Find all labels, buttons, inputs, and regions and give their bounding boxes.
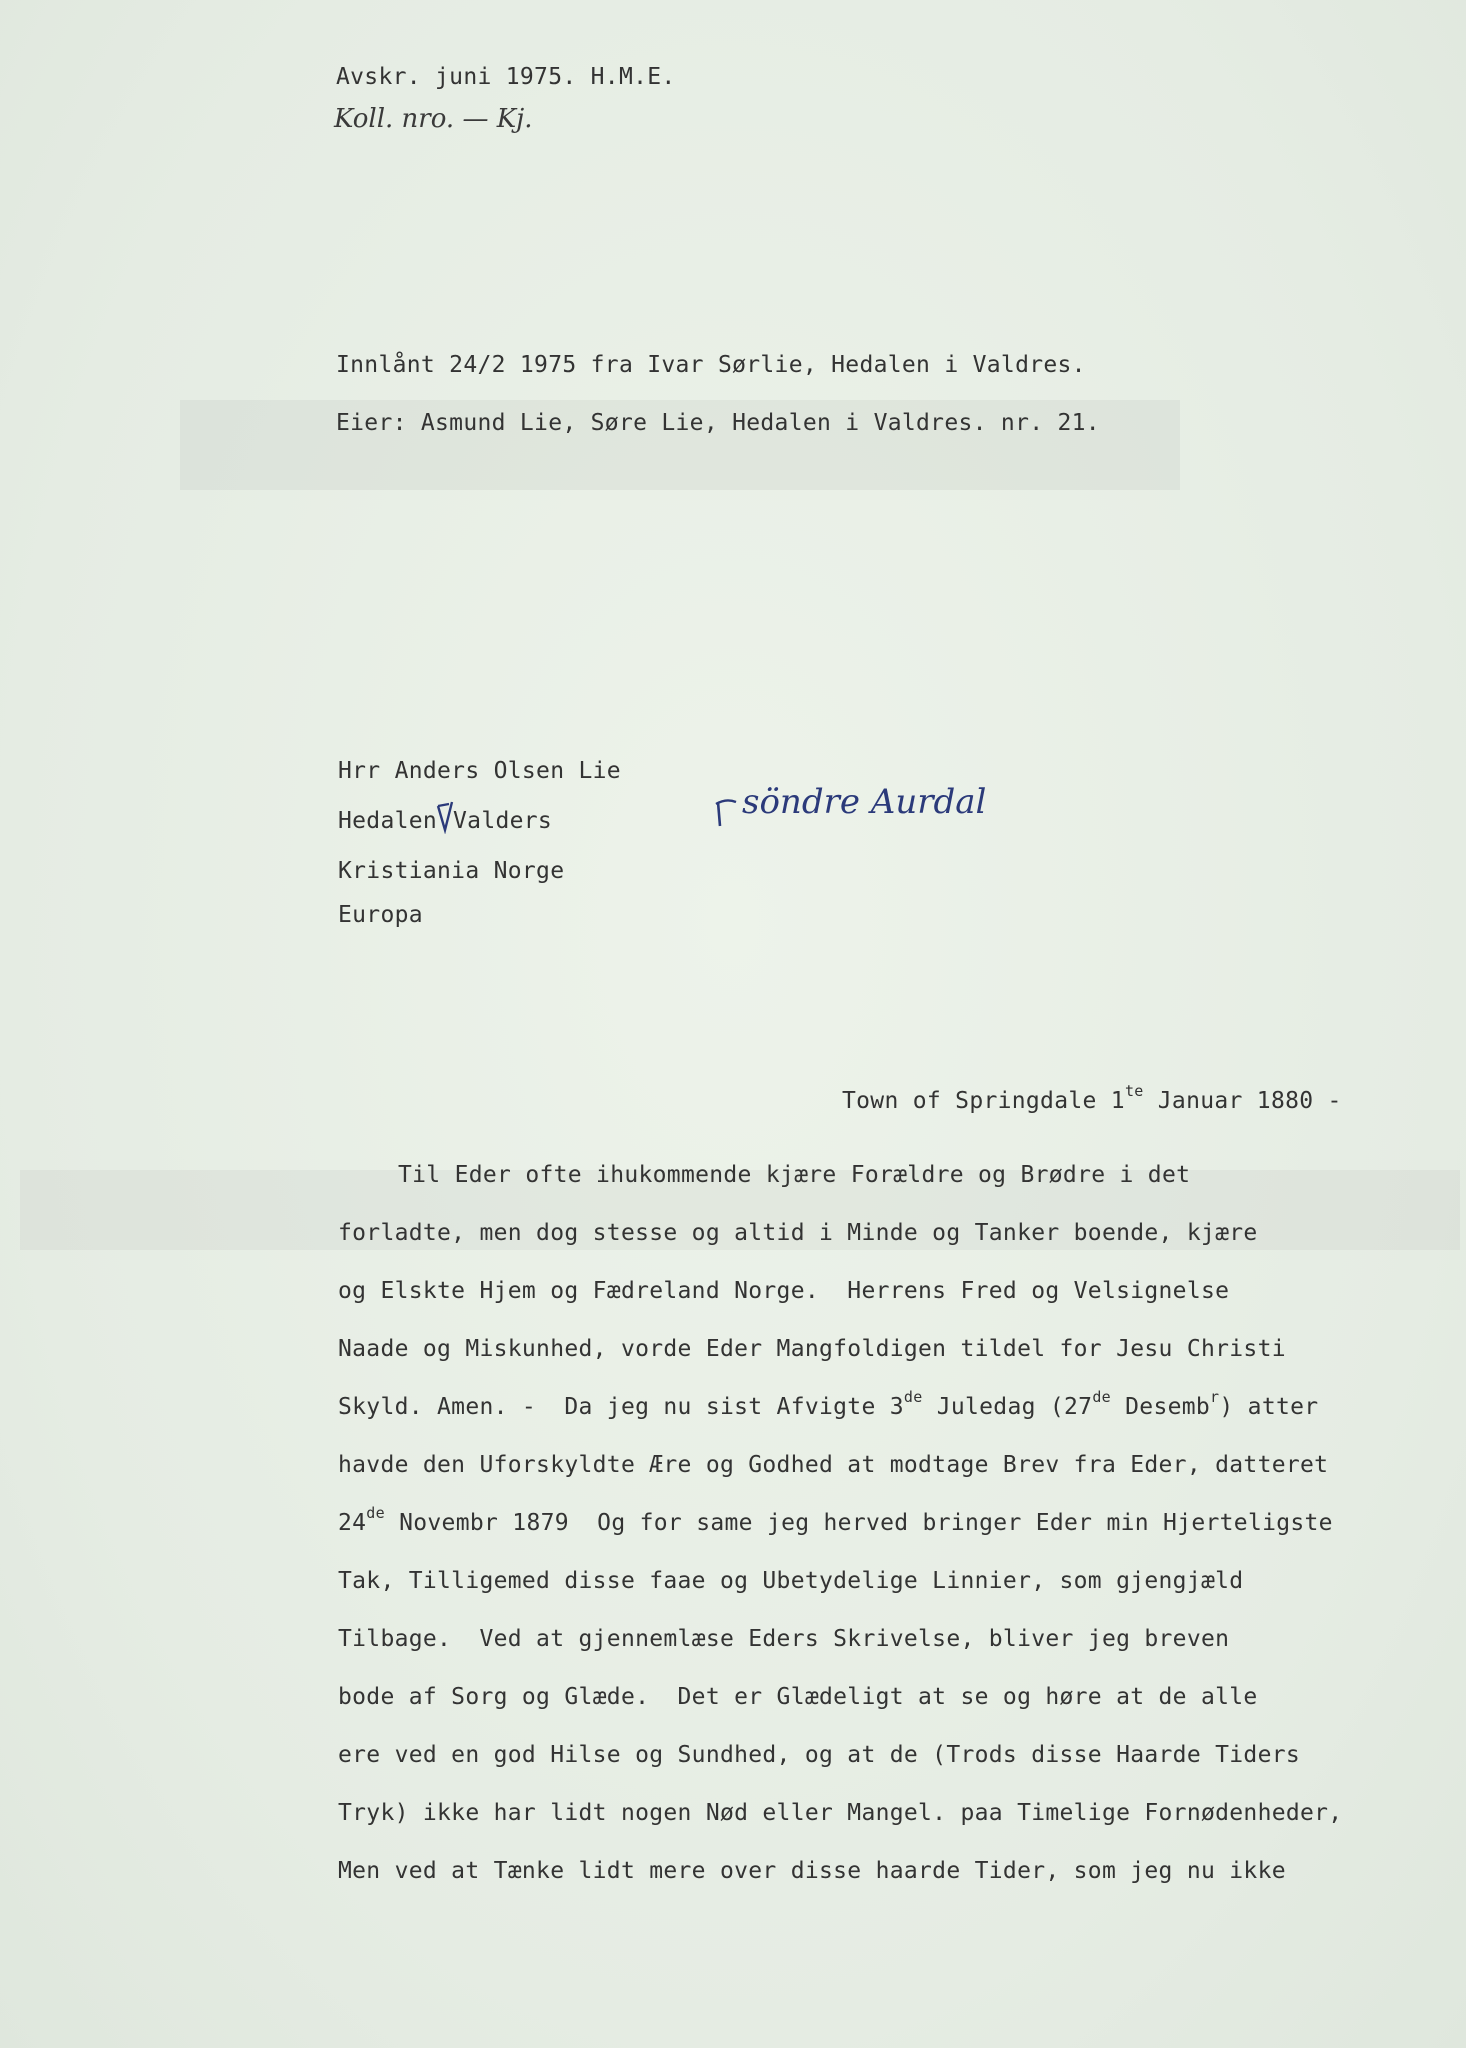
letter-line: Tak, Tilligemed disse faae og Ubetydelige Linnier, som gjengjæld bbox=[338, 1568, 1244, 1594]
address-place: Hedalen bbox=[338, 808, 438, 834]
dateline-place: Town of Springdale 1 bbox=[842, 1088, 1125, 1114]
dateline-date: Januar 1880 - bbox=[1157, 1088, 1342, 1114]
transcription-note: Avskr. juni 1975. H.M.E. bbox=[336, 64, 676, 90]
letter-line: ere ved en god Hilse og Sundhed, og at de (Trods disse Haarde Tiders bbox=[338, 1742, 1301, 1768]
letter-line: bode af Sorg og Glæde. Det er Glædeligt at se og høre at de alle bbox=[338, 1684, 1258, 1710]
address-line bbox=[338, 802, 552, 834]
text-run: 24 bbox=[338, 1510, 367, 1536]
superscript: de bbox=[1092, 1388, 1112, 1406]
handwritten-insertion: söndre Aurdal bbox=[742, 782, 987, 822]
insertion-mark-icon bbox=[437, 802, 453, 832]
letter-line bbox=[338, 1388, 1319, 1420]
handwritten-note: Koll. nro. — Kj. bbox=[334, 104, 533, 134]
letter-line: og Elskte Hjem og Fædreland Norge. Herrens Fred og Velsignelse bbox=[338, 1278, 1230, 1304]
address-region: Valders bbox=[453, 808, 553, 834]
dateline-superscript: te bbox=[1124, 1082, 1144, 1100]
letter-dateline bbox=[842, 1082, 1342, 1114]
insertion-mark-icon bbox=[712, 792, 738, 832]
letter-line bbox=[338, 1504, 1333, 1536]
letter-line: Tryk) ikke har lidt nogen Nød eller Mangel. paa Timelige Fornødenheder, bbox=[338, 1800, 1343, 1826]
superscript: r bbox=[1210, 1388, 1220, 1406]
letter-line: Men ved at Tænke lidt mere over disse haarde Tider, som jeg nu ikke bbox=[338, 1858, 1286, 1884]
loan-info-line: Innlånt 24/2 1975 fra Ivar Sørlie, Hedalen i Valdres. bbox=[336, 352, 1086, 378]
address-line: Hrr Anders Olsen Lie bbox=[338, 758, 621, 784]
text-run: Juledag (27 bbox=[922, 1394, 1093, 1420]
bleed-through-mark bbox=[180, 380, 1180, 510]
letter-line: forladte, men dog stesse og altid i Minde og Tanker boende, kjære bbox=[338, 1220, 1258, 1246]
letter-line: Til Eder ofte ihukommende kjære Forældre og Brødre i det bbox=[398, 1162, 1191, 1188]
text-run: Novembr 1879 Og for same jeg herved bringer Eder min Hjerteligste bbox=[384, 1510, 1333, 1536]
text-run: Desemb bbox=[1111, 1394, 1211, 1420]
owner-info-line: Eier: Asmund Lie, Søre Lie, Hedalen i Valdres. nr. 21. bbox=[336, 410, 1100, 436]
address-line: Kristiania Norge bbox=[338, 858, 565, 884]
text-run: Skyld. Amen. - Da jeg nu sist Afvigte 3 bbox=[338, 1394, 904, 1420]
letter-line: Tilbage. Ved at gjennemlæse Eders Skrivelse, bliver jeg breven bbox=[338, 1626, 1230, 1652]
superscript: de bbox=[903, 1388, 923, 1406]
superscript: de bbox=[366, 1504, 385, 1522]
text-run: ) atter bbox=[1219, 1394, 1319, 1420]
letter-line: havde den Uforskyldte Ære og Godhed at modtage Brev fra Eder, datteret bbox=[338, 1452, 1329, 1478]
letter-line: Naade og Miskunhed, vorde Eder Mangfoldigen tildel for Jesu Christi bbox=[338, 1336, 1286, 1362]
address-line: Europa bbox=[338, 902, 423, 928]
